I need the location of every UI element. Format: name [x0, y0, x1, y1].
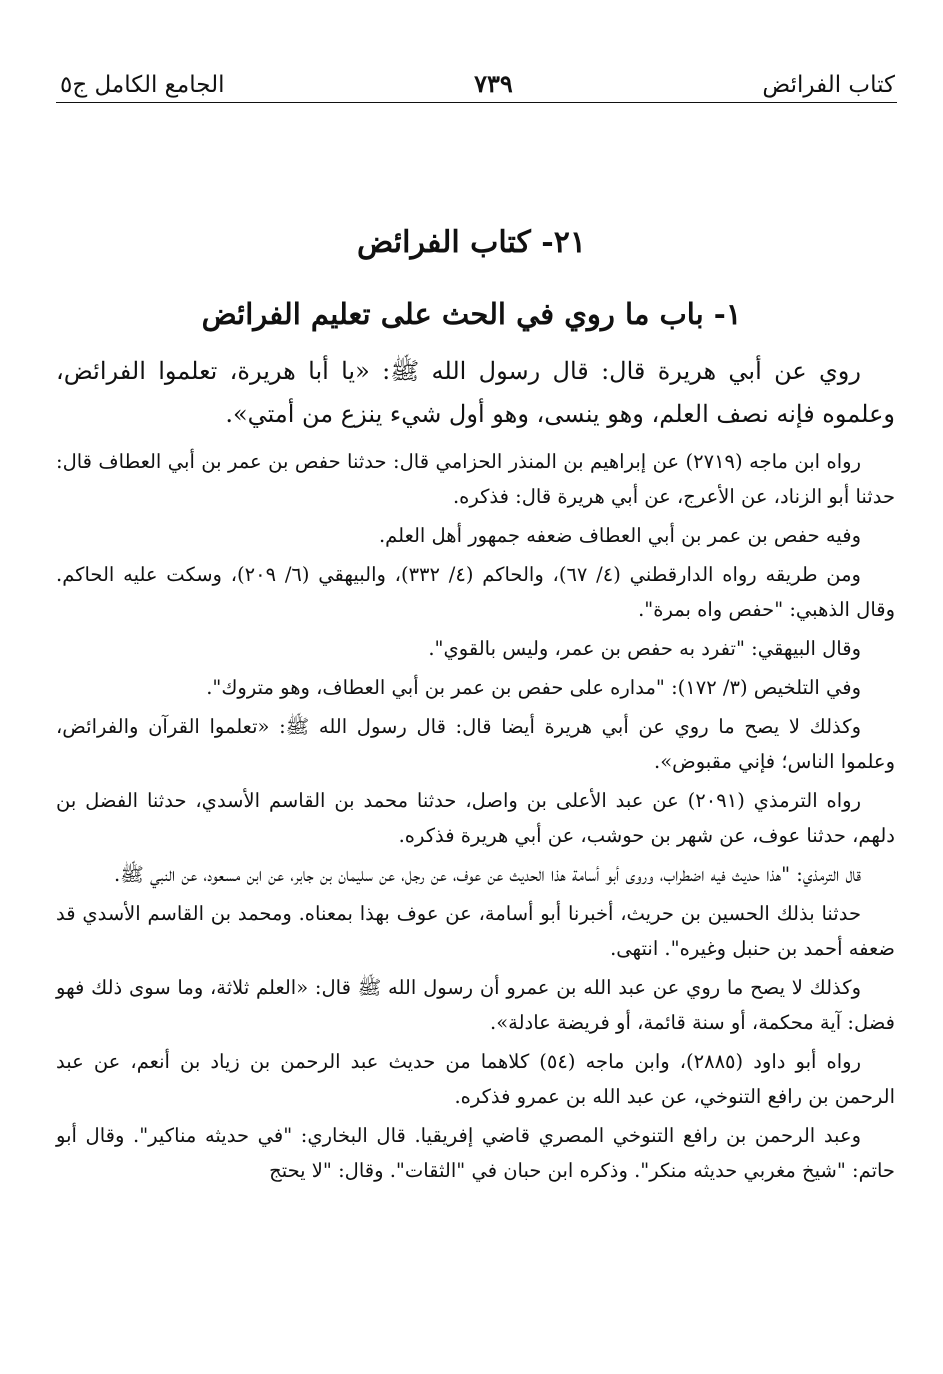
running-header [60, 58, 895, 98]
paragraph: رواه ابن ماجه (٢٧١٩) عن إبراهيم بن المنذر الحزامي قال: حدثنا حفص بن عمر بن أبي العطاف قال: حدثنا أبو الزناد، عن الأعرج، عن أبي هريرة قال: فذكره. [56, 450, 895, 508]
header-chapter-name: كتاب الفرائض [762, 72, 895, 98]
paragraph: وكذلك لا يصح ما روي عن عبد الله بن عمرو أن رسول الله ﷺ قال: «العلم ثلاثة، وما سوى ذلك فهو فضل: آية محكمة، أو سنة قائمة، أو فريضة عادلة». [56, 976, 895, 1034]
paragraph: وكذلك لا يصح ما روي عن أبي هريرة أيضا قال: قال رسول الله ﷺ: «تعلموا القرآن والفرائض، وعلموا الناس؛ فإني مقبوض». [56, 715, 895, 773]
paragraph: قال الترمذي: "هذا حديث فيه اضطراب، وروى أبو أسامة هذا الحديث عن عوف، عن رجل، عن سليمان بن جابر، عن ابن مسعود، عن النبي ﷺ. [114, 863, 861, 886]
paragraph: رواه الترمذي (٢٠٩١) عن عبد الأعلى بن واصل، حدثنا محمد بن القاسم الأسدي، حدثنا الفضل بن دلهم، حدثنا عوف، عن شهر بن حوشب، عن أبي هريرة فذكره. [56, 789, 895, 847]
paragraph: حدثنا بذلك الحسين بن حريث، أخبرنا أبو أسامة، عن عوف بهذا بمعناه. ومحمد بن القاسم الأسدي قد ضعفه أحمد بن حنبل وغيره". انتهى. [56, 902, 895, 960]
main-text [56, 350, 895, 1192]
paragraph: ومن طريقه رواه الدارقطني (٤/ ٦٧)، والحاكم (٤/ ٣٣٢)، والبيهقي (٦/ ٢٠٩)، وسكت عليه الحاكم. وقال الذهبي: "حفص واه بمرة". [56, 563, 895, 621]
header-book-volume: الجامع الكامل ج٥ [60, 72, 225, 98]
page-number: ٧٣٩ [474, 69, 513, 98]
paragraph: رواه أبو داود (٢٨٨٥)، وابن ماجه (٥٤) كلاهما من حديث عبد الرحمن بن زياد بن أنعم، عن عبد الرحمن بن رافع التنوخي، عن عبد الله بن عمرو فذكره. [56, 1050, 895, 1108]
lead-hadith: روي عن أبي هريرة قال: قال رسول الله ﷺ: «يا أبا هريرة، تعلموا الفرائض، وعلموه فإنه نصف العلم، وهو ينسى، وهو أول شيء ينزع من أمتي». [56, 357, 895, 428]
header-rule [56, 102, 897, 103]
paragraph: وفيه حفص بن عمر بن أبي العطاف ضعفه جمهور أهل العلم. [378, 524, 861, 547]
chapter-title: ٢١- كتاب الفرائض [357, 225, 586, 260]
paragraph: وعبد الرحمن بن رافع التنوخي المصري قاضي إفريقيا. قال البخاري: "في حديثه مناكير". وقال أبو حاتم: "شيخ مغربي حديثه منكر". وذكره ابن حبان في "الثقات". وقال: "لا يحتج [56, 1124, 895, 1182]
section-title: ١- باب ما روي في الحث على تعليم الفرائض [201, 297, 742, 331]
paragraph: وفي التلخيص (٣/ ١٧٢): "مداره على حفص بن عمر بن أبي العطاف، وهو متروك". [206, 676, 861, 699]
paragraph: وقال البيهقي: "تفرد به حفص بن عمر، وليس بالقوي". [428, 637, 861, 660]
